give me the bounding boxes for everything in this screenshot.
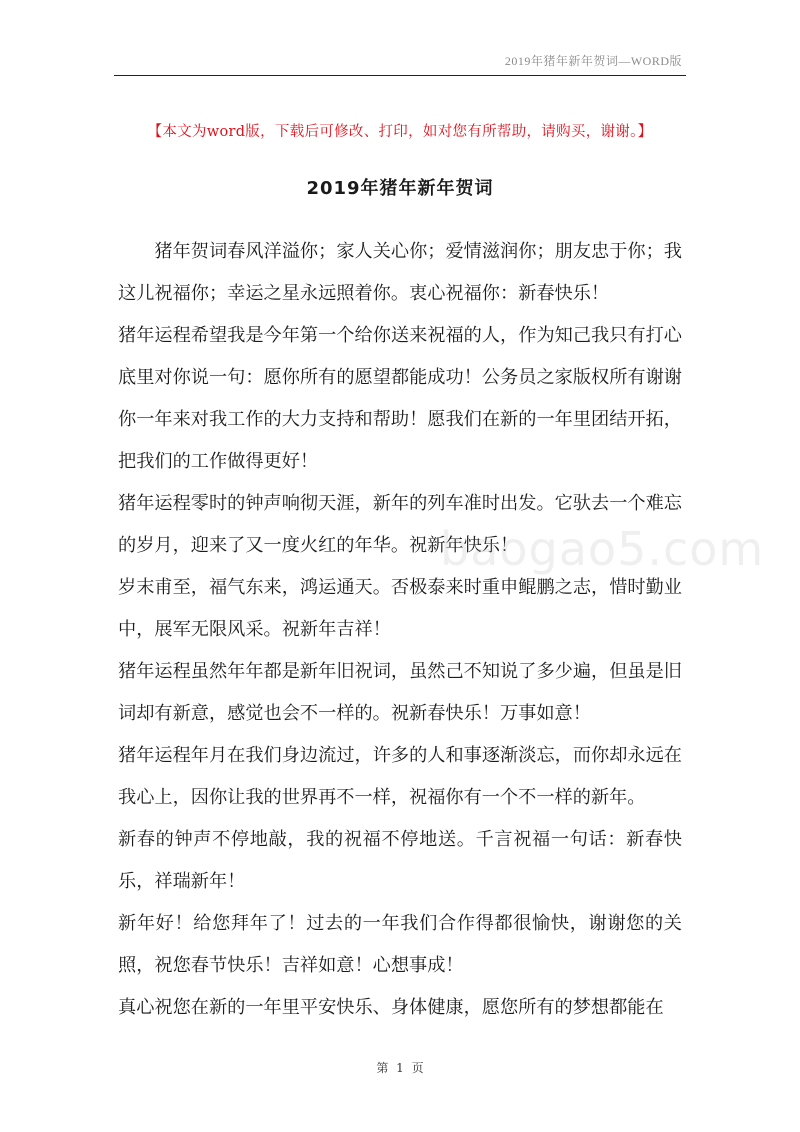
purchase-notice: 【本文为word版，下载后可修改、打印，如对您有所帮助，请购买，谢谢。】 (147, 124, 653, 140)
document-body (118, 231, 682, 1029)
paragraph: 真心祝您在新的一年里平安快乐、身体健康，愿您所有的梦想都能在 (118, 997, 664, 1018)
paragraph: 岁末甫至，福气东来，鸿运通天。否极泰来时重申鲲鹏之志，惜时勤业中，展军无限风采。祝新年吉祥！ (118, 577, 682, 640)
paragraph: 猪年运程虽然年年都是新年旧祝词，虽然己不知说了多少遍，但虽是旧词却有新意，感觉也会不一样的。祝新春快乐！万事如意！ (118, 661, 682, 724)
paragraph: 猪年贺词春风洋溢你；家人关心你；爱情滋润你；朋友忠于你；我这儿祝福你；幸运之星永远照着你。衷心祝福你：新春快乐！ (118, 241, 682, 304)
watermark-text: baogao5.com (440, 522, 765, 576)
paragraph: 猪年运程年月在我们身边流过，许多的人和事逐渐淡忘，而你却永远在我心上，因你让我的世界再不一样，祝福你有一个不一样的新年。 (118, 745, 682, 808)
page-number: 第 1 页 (376, 1061, 424, 1075)
paragraph: 新年好！给您拜年了！过去的一年我们合作得都很愉快，谢谢您的关照，祝您春节快乐！吉祥如意！心想事成！ (118, 913, 682, 976)
running-header: 2019年猪年新年贺词—WORD版 (504, 54, 682, 68)
paragraph: 猪年运程希望我是今年第一个给你送来祝福的人，作为知己我只有打心底里对你说一句：愿你所有的愿望都能成功！公务员之家版权所有谢谢你一年来对我工作的大力支持和帮助！愿我们在新的一年里团结开拓，把我们的工作做得更好！ (118, 325, 682, 472)
paragraph: 猪年运程零时的钟声响彻天涯，新年的列车准时出发。它驮去一个难忘的岁月，迎来了又一度火红的年华。祝新年快乐！ (118, 493, 682, 556)
header-divider (114, 75, 686, 76)
paragraph: 新春的钟声不停地敲，我的祝福不停地送。千言祝福一句话：新春快乐，祥瑞新年！ (118, 829, 682, 892)
document-title: 2019年猪年新年贺词 (306, 178, 494, 199)
